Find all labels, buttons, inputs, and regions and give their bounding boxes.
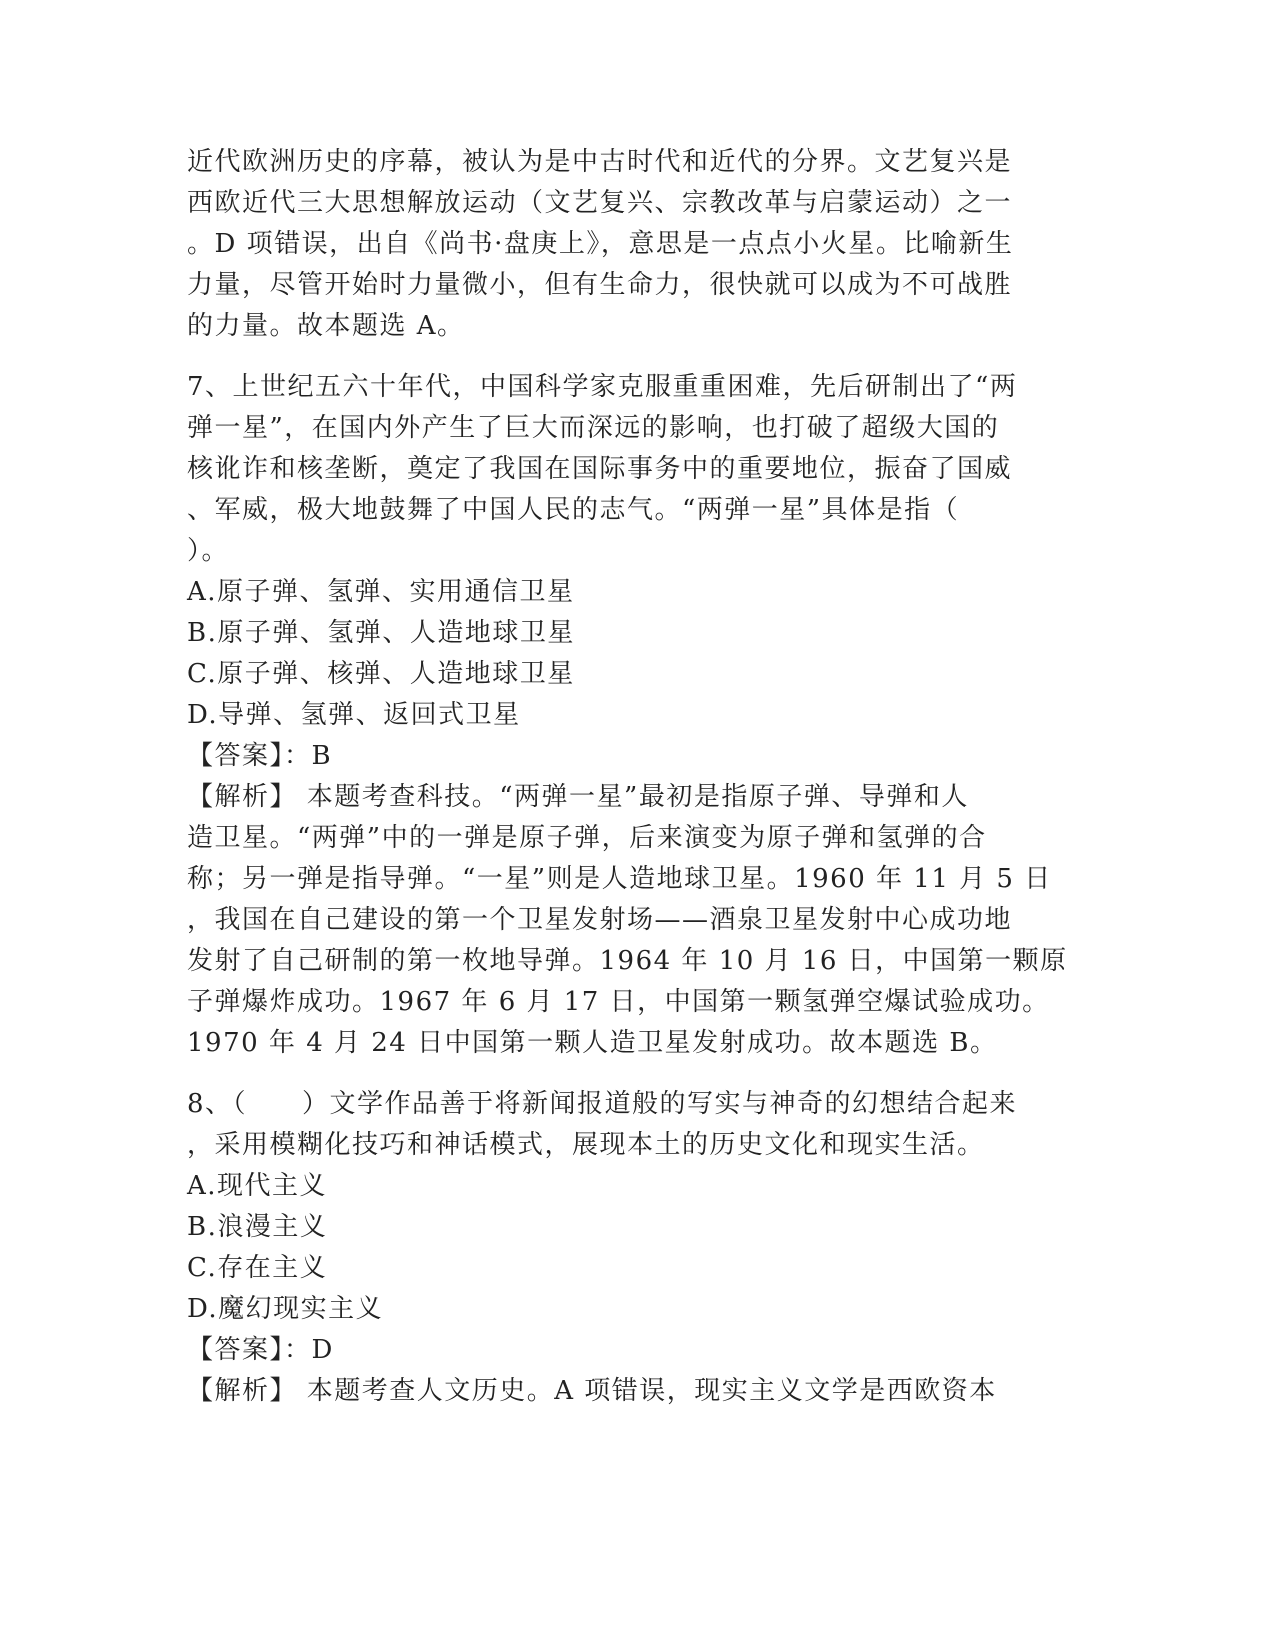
q8-answer: 【答案】：D [187, 1335, 334, 1365]
q7-option-c: C.原子弹、核弹、人造地球卫星 [187, 659, 575, 689]
q7-stem-line-1: 7、上世纪五六十年代，中国科学家克服重重困难，先后研制出了“两 [187, 372, 1018, 402]
q7-analysis-line-6: 子弹爆炸成功。1967 年 6 月 17 日，中国第一颗氢弹空爆试验成功。 [187, 987, 1050, 1017]
prev-analysis-line-3: 。D 项错误，出自《尚书·盘庚上》，意思是一点点小火星。比喻新生 [187, 229, 1014, 259]
q7-stem-line-2: 弹一星”，在国内外产生了巨大而深远的影响，也打破了超级大国的 [187, 413, 1000, 443]
prev-analysis-line-2: 西欧近代三大思想解放运动（文艺复兴、宗教改革与启蒙运动）之一 [187, 188, 1013, 218]
q7-analysis-line-4: ，我国在自己建设的第一个卫星发射场——酒泉卫星发射中心成功地 [187, 905, 1013, 935]
q7-stem-line-4: 、军威，极大地鼓舞了中国人民的志气。“两弹一星”具体是指（ [187, 495, 960, 525]
q7-analysis-line-2: 造卫星。“两弹”中的一弹是原子弹，后来演变为原子弹和氢弹的合 [187, 823, 987, 853]
q7-answer: 【答案】：B [187, 741, 333, 771]
q7-option-b: B.原子弹、氢弹、人造地球卫星 [187, 618, 575, 648]
prev-analysis-line-4: 力量，尽管开始时力量微小，但有生命力，很快就可以成为不可战胜 [187, 270, 1013, 300]
prev-analysis-line-1: 近代欧洲历史的序幕，被认为是中古时代和近代的分界。文艺复兴是 [187, 147, 1013, 177]
q8-stem-line-1: 8、（ ）文学作品善于将新闻报道般的写实与神奇的幻想结合起来 [187, 1089, 1018, 1119]
q8-option-c: C.存在主义 [187, 1253, 328, 1283]
q7-stem-line-3: 核讹诈和核垄断，奠定了我国在国际事务中的重要地位，振奋了国威 [187, 454, 1013, 484]
q7-analysis-line-5: 发射了自己研制的第一枚地导弹。1964 年 10 月 16 日，中国第一颗原 [187, 946, 1068, 976]
q8-stem-line-2: ，采用模糊化技巧和神话模式，展现本土的历史文化和现实生活。 [187, 1130, 985, 1160]
q8-option-a: A.现代主义 [187, 1171, 328, 1201]
q8-option-d: D.魔幻现实主义 [187, 1294, 384, 1324]
prev-analysis-line-5: 的力量。故本题选 A。 [187, 311, 465, 341]
q8-option-b: B.浪漫主义 [187, 1212, 328, 1242]
q7-stem-line-5: ）。 [187, 536, 230, 566]
q7-option-a: A.原子弹、氢弹、实用通信卫星 [187, 577, 575, 607]
q7-analysis-line-7: 1970 年 4 月 24 日中国第一颗人造卫星发射成功。故本题选 B。 [187, 1028, 998, 1058]
q7-option-d: D.导弹、氢弹、返回式卫星 [187, 700, 521, 730]
q8-analysis-line-1: 【解析】 本题考查人文历史。A 项错误，现实主义文学是西欧资本 [187, 1376, 997, 1406]
q7-analysis-line-3: 称；另一弹是指导弹。“一星”则是人造地球卫星。1960 年 11 月 5 日 [187, 864, 1052, 894]
q7-analysis-line-1: 【解析】 本题考查科技。“两弹一星”最初是指原子弹、导弹和人 [187, 782, 969, 812]
